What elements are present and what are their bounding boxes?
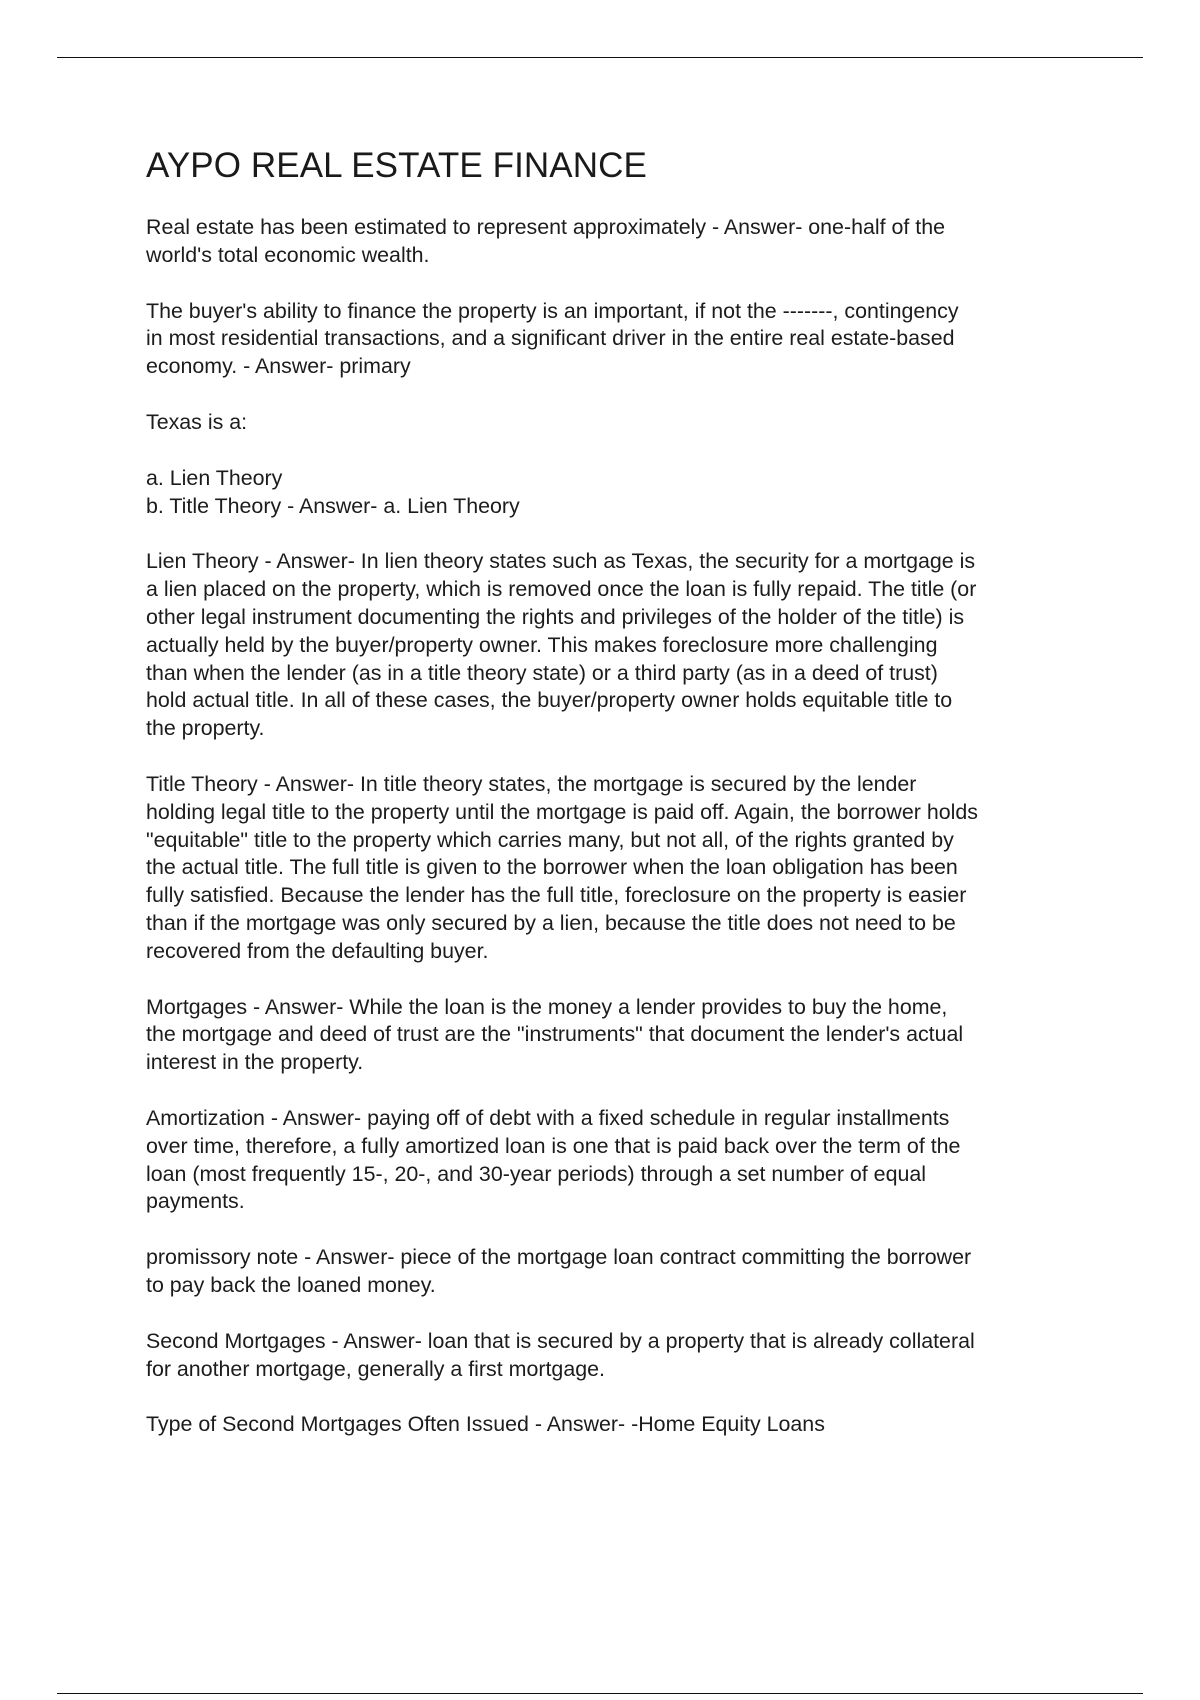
paragraph-lien-theory: Lien Theory - Answer- In lien theory states such as Texas, the security for a mortgage is a lien placed on the property, which is removed once the loan is fully repaid. The title (or other legal instrument documenting the rights and privileges of the holder of the title) is actually held by the buyer/property owner. This makes foreclosure more challenging than when the lender (as in a title theory state) or a third party (as in a deed of trust) hold actual title. In all of these cases, the buyer/property owner holds equitable title to the property. xyxy=(146,549,977,741)
paragraph-second-mortgages: Second Mortgages - Answer- loan that is secured by a property that is already collateral for another mortgage, generally a first mortgage. xyxy=(146,1328,975,1381)
document-title: AYPO REAL ESTATE FINANCE xyxy=(146,146,647,185)
paragraph-list xyxy=(146,214,1096,1439)
document-body xyxy=(146,140,1096,1467)
paragraph-second-mortgage-types: Type of Second Mortgages Often Issued - Answer- -Home Equity Loans xyxy=(146,1412,825,1437)
footer-rule xyxy=(57,1693,1143,1694)
paragraph-promissory-note: promissory note - Answer- piece of the mortgage loan contract committing the borrower to pay back the loaned money. xyxy=(146,1245,972,1297)
paragraph-texas-options: a. Lien Theory b. Title Theory - Answer- a. Lien Theory xyxy=(146,465,520,518)
paragraph-total-wealth: Real estate has been estimated to represent approximately - Answer- one-half of the world's total economic wealth. xyxy=(146,215,946,267)
header-rule xyxy=(57,57,1143,58)
paragraph-mortgages: Mortgages - Answer- While the loan is the money a lender provides to buy the home, the mortgage and deed of trust are the "instruments" that document the lender's actual interest in the property. xyxy=(146,994,964,1075)
paragraph-buyer-financing: The buyer's ability to finance the property is an important, if not the -------, contingency in most residential transactions, and a significant driver in the entire real estate-based economy. - Answer- primary xyxy=(146,298,959,379)
paragraph-amortization: Amortization - Answer- paying off of debt with a fixed schedule in regular installments over time, therefore, a fully amortized loan is one that is paid back over the term of the loan (most frequently 15-, 20-, and 30-year periods) through a set number of equal payments. xyxy=(146,1105,961,1214)
paragraph-title-theory: Title Theory - Answer- In title theory states, the mortgage is secured by the lender holding legal title to the property until the mortgage is paid off. Again, the borrower holds "equitable" title to the property which carries many, but not all, of the rights granted by the actual title. The full title is given to the borrower when the loan obligation has been fully satisfied. Because the lender has the full title, foreclosure on the property is easier than if the mortgage was only secured by a lien, because the title does not need to be recovered from the defaulting buyer. xyxy=(146,771,978,963)
paragraph-texas-question: Texas is a: xyxy=(146,409,248,434)
